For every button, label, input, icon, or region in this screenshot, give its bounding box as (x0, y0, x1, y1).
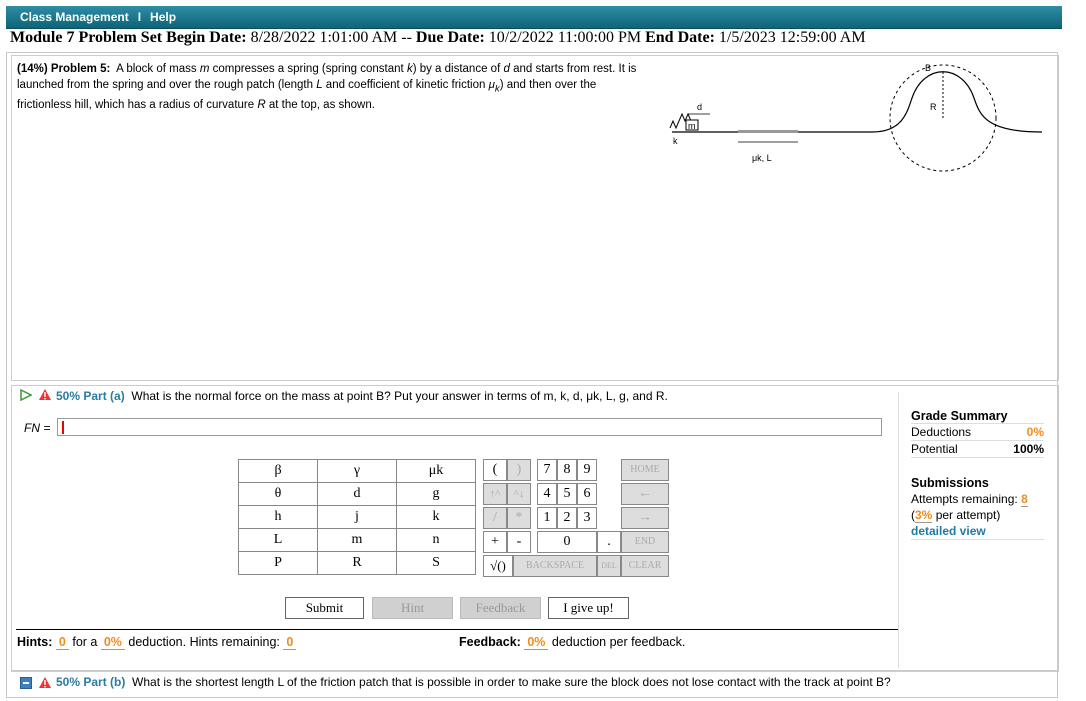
attempts-label: Attempts remaining: (911, 492, 1018, 506)
submissions-title: Submissions (911, 476, 989, 490)
paren: ( (911, 508, 915, 522)
key-home[interactable]: HOME (621, 459, 669, 481)
problem-text: compresses a spring (spring constant (209, 63, 407, 75)
deductions-label: Deductions (911, 425, 972, 439)
key-d[interactable]: d (318, 483, 397, 506)
key-n[interactable]: n (397, 529, 476, 552)
point-b-label: B (925, 63, 932, 73)
var-mu: μ (488, 79, 495, 91)
hints-text: for a (72, 635, 98, 649)
key-5[interactable]: 5 (557, 483, 577, 505)
due-date: 10/2/2022 11:00:00 PM (488, 29, 642, 46)
spring-label: k (673, 136, 678, 146)
end-label: End Date: (645, 29, 715, 46)
grade-summary (911, 409, 1044, 458)
key-R[interactable]: R (318, 552, 397, 575)
end-date: 1/5/2023 12:59:00 AM (718, 29, 866, 46)
key-0[interactable]: 0 (537, 531, 597, 553)
key-L[interactable]: L (239, 529, 318, 552)
key-dot[interactable]: . (597, 531, 621, 553)
key-mu-k[interactable]: μk (397, 460, 476, 483)
key-multiply[interactable]: * (507, 507, 531, 529)
potential-value: 100% (1013, 442, 1044, 456)
key-4[interactable]: 4 (537, 483, 557, 505)
deductions-value: 0% (1026, 425, 1044, 439)
key-h[interactable]: h (239, 506, 318, 529)
detailed-view-link[interactable]: detailed view (911, 523, 1044, 540)
var-R: R (257, 99, 266, 112)
key-clear[interactable]: CLEAR (621, 555, 669, 577)
module-header (10, 29, 866, 47)
key-plus[interactable]: + (483, 531, 507, 553)
key-paren-close[interactable]: ) (507, 459, 531, 481)
part-b-question: What is the shortest length L of the friction patch that is possible in order to make sure the block does not lose contact with the track at point B? (132, 675, 891, 689)
feedback-button[interactable]: Feedback (460, 597, 541, 619)
class-management-link[interactable]: Class Management (20, 10, 129, 24)
nav-separator: I (137, 10, 142, 24)
friction-label: μk, L (752, 153, 772, 163)
key-1[interactable]: 1 (537, 507, 557, 529)
hints-count: 0 (56, 635, 69, 650)
hints-deduction: 0% (101, 635, 125, 650)
part-b-header (56, 675, 891, 689)
var-d: d (503, 63, 510, 75)
submit-button[interactable]: Submit (285, 597, 364, 619)
radius-label: R (930, 102, 937, 112)
hints-label: Hints: (17, 635, 53, 649)
key-end[interactable]: END (621, 531, 669, 553)
hints-remaining: 0 (283, 635, 296, 650)
key-beta[interactable]: β (239, 460, 318, 483)
collapse-icon[interactable] (20, 677, 32, 689)
problem-text: A block of mass (116, 63, 200, 75)
mass-label: m (688, 121, 696, 131)
key-paren-open[interactable]: ( (483, 459, 507, 481)
problem-text: at the top, as shown. (265, 99, 375, 112)
sidebar-divider (898, 392, 899, 668)
hint-button[interactable]: Hint (372, 597, 453, 619)
warning-icon (38, 676, 52, 689)
grade-summary-title: Grade Summary (911, 409, 1044, 424)
begin-date: 8/28/2022 1:01:00 AM -- (250, 29, 412, 46)
key-8[interactable]: 8 (557, 459, 577, 481)
key-sqrt[interactable]: √() (483, 555, 513, 577)
key-9[interactable]: 9 (577, 459, 597, 481)
part-b-percent: 50% Part (b) (56, 675, 126, 689)
key-7[interactable]: 7 (537, 459, 557, 481)
problem-statement (17, 61, 647, 113)
hints-text: deduction. Hints remaining: (128, 635, 280, 649)
symbol-keypad (238, 459, 476, 575)
expand-icon[interactable] (20, 389, 32, 401)
key-j[interactable]: j (318, 506, 397, 529)
problem-diagram (662, 58, 1052, 193)
submissions-panel (911, 475, 1044, 540)
give-up-button[interactable]: I give up! (548, 597, 629, 619)
key-3[interactable]: 3 (577, 507, 597, 529)
attempts-remaining: 8 (1021, 492, 1028, 506)
compression-label: d (697, 102, 703, 112)
var-mu-sub: k (494, 83, 500, 95)
problem-text: ) by a distance of (412, 63, 504, 75)
problem-text: ) and then over the frictionless hill, which has a radius of curvature (17, 79, 597, 112)
key-gamma[interactable]: γ (318, 460, 397, 483)
var-m: m (199, 63, 210, 75)
part-a-question: What is the normal force on the mass at point B? Put your answer in terms of m, k, d, μk, L, g, and R. (131, 389, 668, 403)
var-k: k (406, 63, 413, 75)
top-nav-bar (6, 6, 1062, 29)
warning-icon (38, 388, 52, 401)
per-attempt-percent: 3% (915, 508, 933, 522)
answer-label: FN = (24, 421, 51, 435)
answer-input[interactable] (57, 418, 882, 436)
part-a-percent: 50% Part (a) (56, 389, 125, 403)
problem-weight: (14%) (17, 63, 48, 75)
due-label: Due Date: (415, 29, 485, 46)
divider (16, 629, 898, 630)
key-g[interactable]: g (397, 483, 476, 506)
potential-label: Potential (911, 442, 958, 456)
key-P[interactable]: P (239, 552, 318, 575)
key-left-arrow[interactable]: ← (621, 483, 669, 505)
key-down-power[interactable]: ^↓ (507, 483, 531, 505)
text-caret (62, 421, 64, 434)
per-attempt-text: per attempt) (935, 508, 1001, 522)
key-m[interactable]: m (318, 529, 397, 552)
begin-label: Begin Date: (166, 29, 247, 46)
key-up-power[interactable]: ↑^ (483, 483, 507, 505)
key-del[interactable]: DEL (597, 555, 621, 577)
key-theta[interactable]: θ (239, 483, 318, 506)
part-a-header (56, 389, 668, 403)
key-backspace[interactable]: BACKSPACE (513, 555, 597, 577)
key-2[interactable]: 2 (557, 507, 577, 529)
feedback-status (459, 635, 685, 649)
feedback-label: Feedback: (459, 635, 521, 649)
hints-status (17, 635, 296, 649)
module-title: Module 7 Problem Set (10, 29, 163, 46)
feedback-deduction: 0% (524, 635, 548, 650)
key-k[interactable]: k (397, 506, 476, 529)
key-right-arrow[interactable]: → (621, 507, 669, 529)
problem-text: and coefficient of kinetic friction (322, 79, 489, 91)
feedback-text: deduction per feedback. (551, 635, 686, 649)
problem-text: and starts from rest. It is launched from the spring and over the rough patch (length (17, 63, 637, 91)
key-S[interactable]: S (397, 552, 476, 575)
key-6[interactable]: 6 (577, 483, 597, 505)
key-divide[interactable]: / (483, 507, 507, 529)
key-minus[interactable]: - (507, 531, 531, 553)
var-L: L (316, 79, 323, 91)
help-link[interactable]: Help (150, 10, 177, 24)
problem-number: Problem 5: (50, 63, 111, 75)
